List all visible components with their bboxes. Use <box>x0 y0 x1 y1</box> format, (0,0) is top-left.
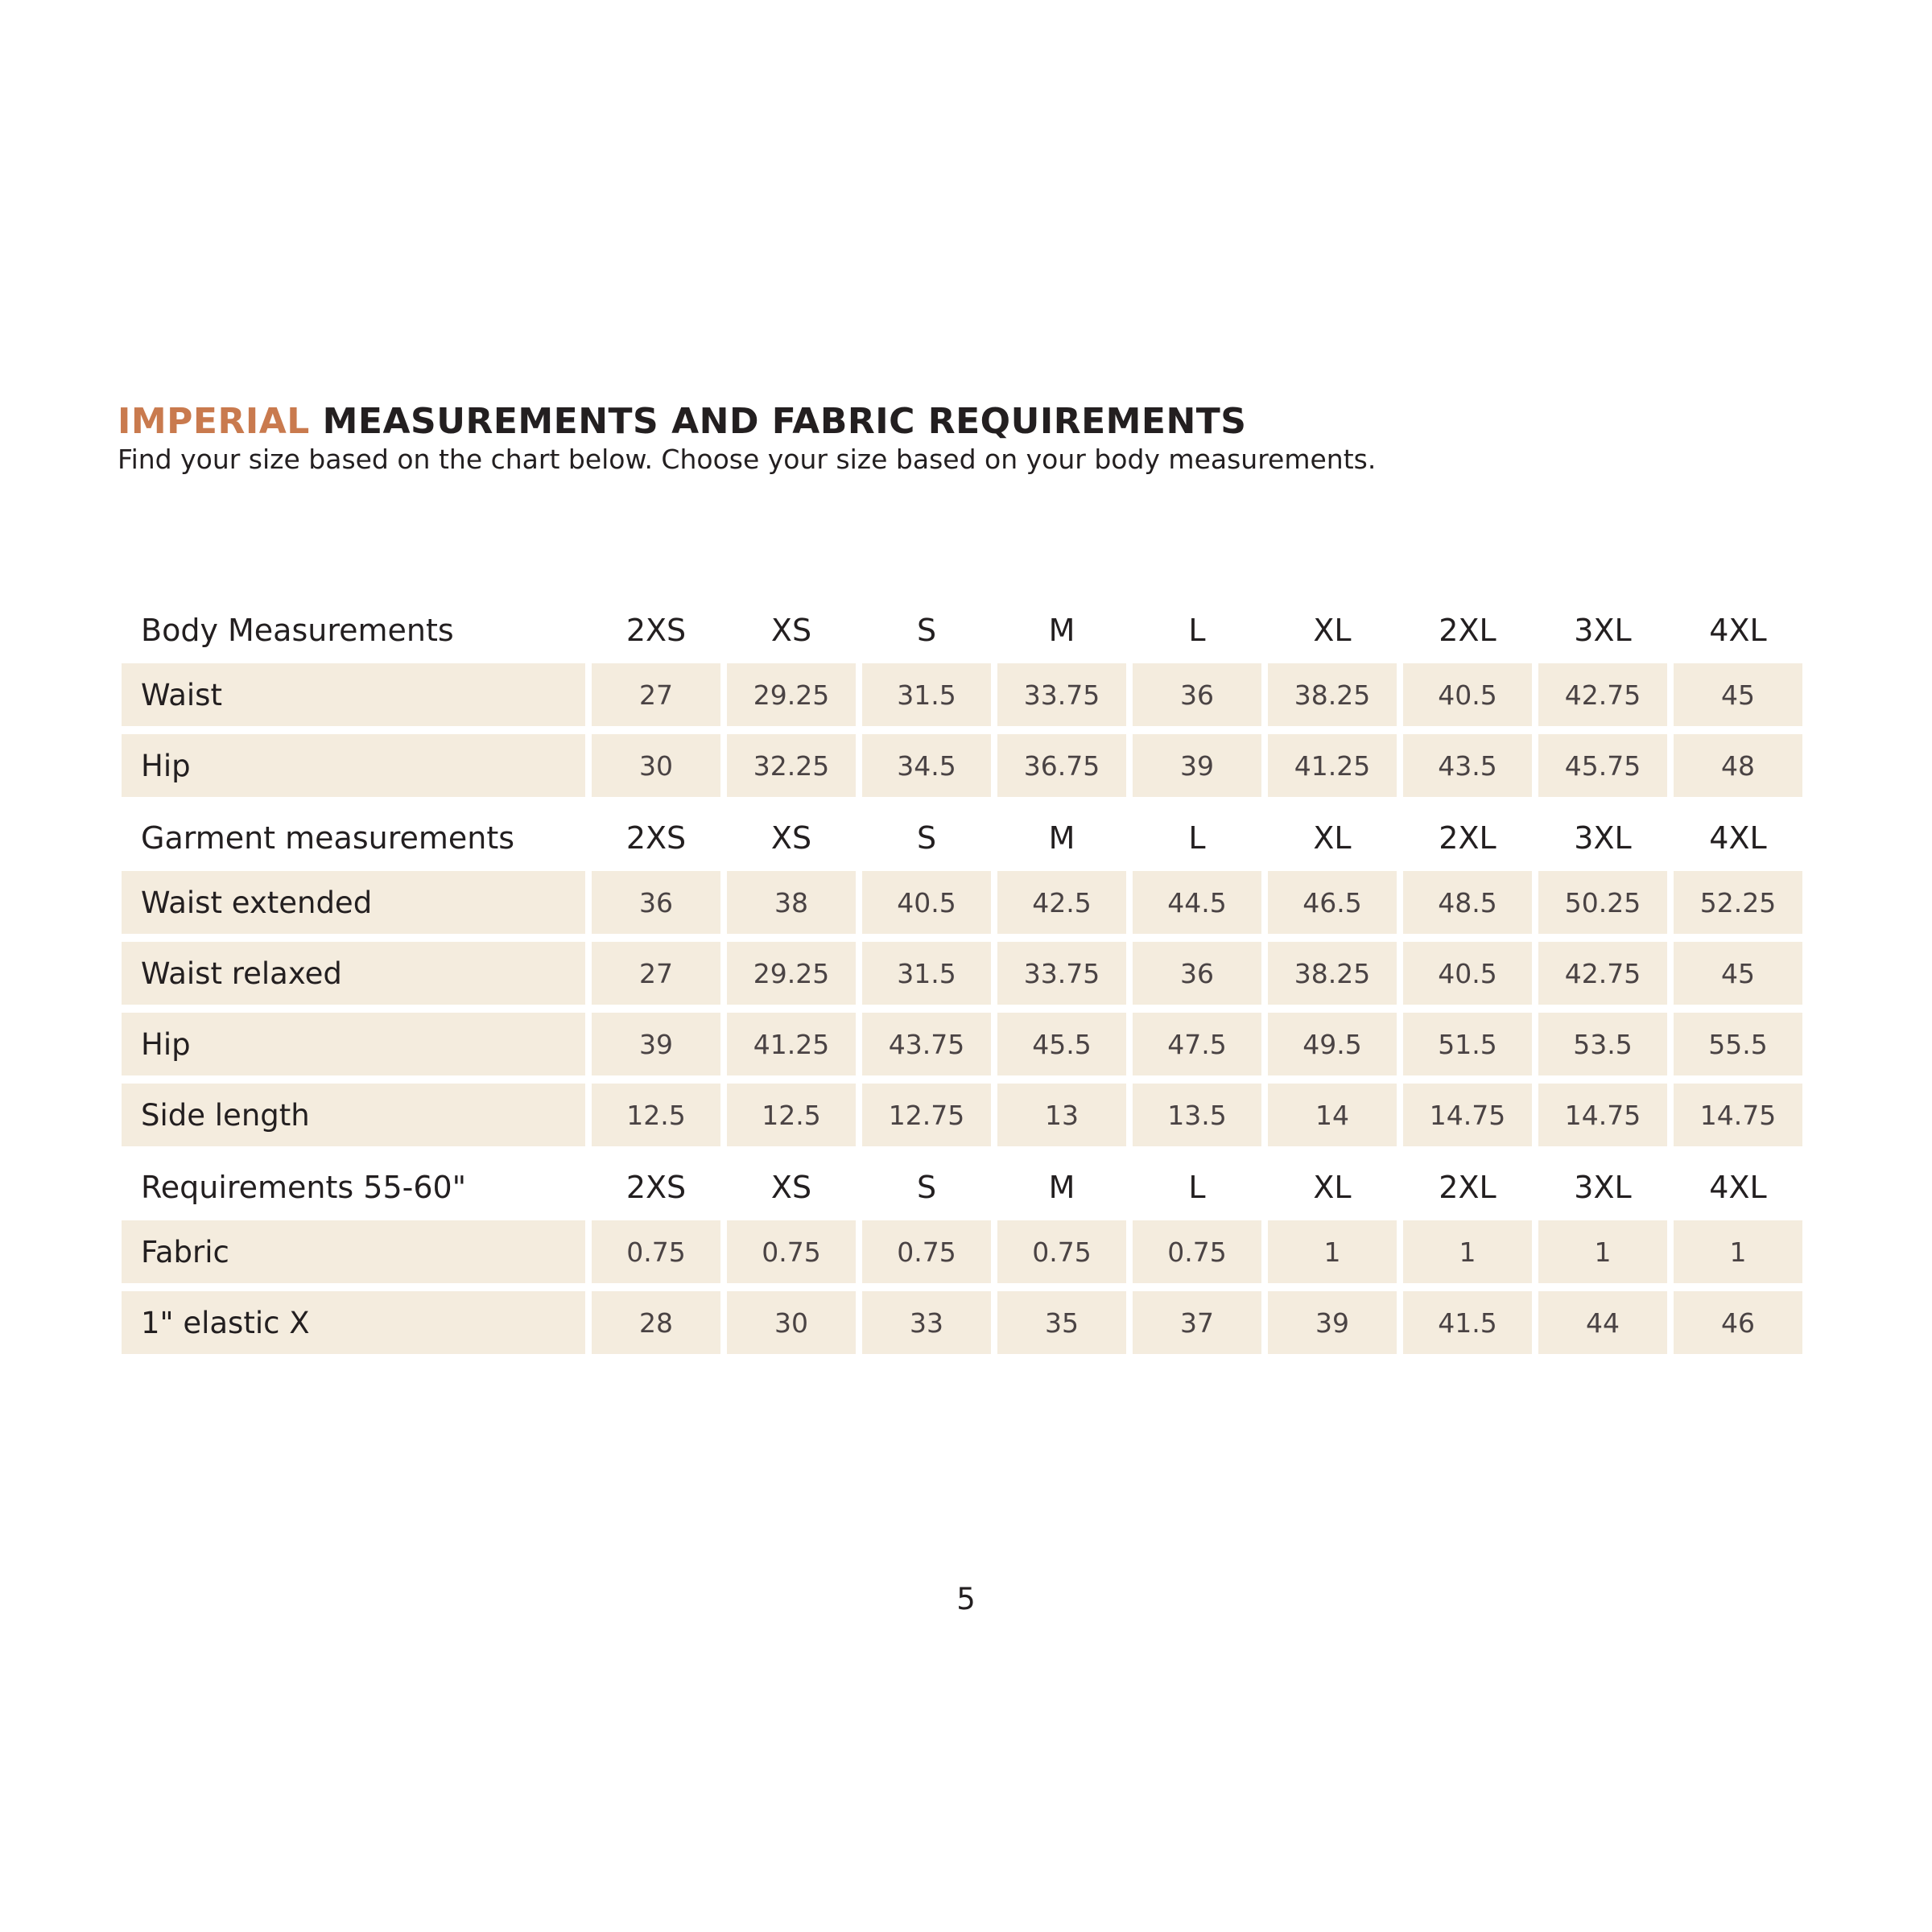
value-cell: 55.5 <box>1674 1013 1802 1075</box>
value-cell: 42.75 <box>1538 942 1667 1005</box>
value-cell: 34.5 <box>862 734 991 797</box>
size-header-2xl: 2XL <box>1439 1170 1496 1205</box>
value-cell: 27 <box>592 663 720 726</box>
value-cell: 39 <box>592 1013 720 1075</box>
value-cell: 1 <box>1403 1220 1532 1283</box>
value-cell: 12.5 <box>727 1084 856 1146</box>
size-header-m: M <box>1048 613 1075 648</box>
size-header-2xl: 2XL <box>1439 820 1496 856</box>
page-subtitle: Find your size based on the chart below. Choose your size based on your body measurements. <box>118 444 1377 475</box>
value-cell: 38.25 <box>1268 942 1397 1005</box>
size-header-2xl: 2XL <box>1439 613 1496 648</box>
value-cell: 40.5 <box>862 871 991 934</box>
value-cell: 1 <box>1538 1220 1667 1283</box>
value-cell: 33.75 <box>997 942 1126 1005</box>
size-header-m: M <box>1048 820 1075 856</box>
value-cell: 52.25 <box>1674 871 1802 934</box>
value-cell: 12.5 <box>592 1084 720 1146</box>
value-cell: 13.5 <box>1133 1084 1261 1146</box>
row-label: Hip <box>122 1013 585 1075</box>
value-cell: 38.25 <box>1268 663 1397 726</box>
value-cell: 44 <box>1538 1291 1667 1354</box>
value-cell: 33.75 <box>997 663 1126 726</box>
page-title <box>118 398 1247 446</box>
row-label: Hip <box>122 734 585 797</box>
size-header-2xs: 2XS <box>625 820 687 856</box>
value-cell: 38 <box>727 871 856 934</box>
row-label: Waist <box>122 663 585 726</box>
value-cell: 12.75 <box>862 1084 991 1146</box>
value-cell: 41.5 <box>1403 1291 1532 1354</box>
value-cell: 31.5 <box>862 942 991 1005</box>
value-cell: 14.75 <box>1403 1084 1532 1146</box>
value-cell: 51.5 <box>1403 1013 1532 1075</box>
size-header-xs: XS <box>770 820 812 856</box>
value-cell: 30 <box>727 1291 856 1354</box>
value-cell: 13 <box>997 1084 1126 1146</box>
value-cell: 39 <box>1133 734 1261 797</box>
section-heading: Garment measurements <box>141 820 515 856</box>
value-cell: 39 <box>1268 1291 1397 1354</box>
size-header-s: S <box>916 820 937 856</box>
size-header-2xs: 2XS <box>625 613 687 648</box>
size-header-s: S <box>916 613 937 648</box>
value-cell: 31.5 <box>862 663 991 726</box>
section-heading: Body Measurements <box>141 613 454 648</box>
value-cell: 28 <box>592 1291 720 1354</box>
value-cell: 41.25 <box>727 1013 856 1075</box>
value-cell: 36 <box>592 871 720 934</box>
size-header-xl: XL <box>1313 820 1352 856</box>
value-cell: 48 <box>1674 734 1802 797</box>
value-cell: 0.75 <box>862 1220 991 1283</box>
value-cell: 33 <box>862 1291 991 1354</box>
value-cell: 43.5 <box>1403 734 1532 797</box>
page-number: 5 <box>956 1582 976 1616</box>
size-header-l: L <box>1188 1170 1206 1205</box>
size-header-4xl: 4XL <box>1709 613 1767 648</box>
size-header-xl: XL <box>1313 1170 1352 1205</box>
value-cell: 45.75 <box>1538 734 1667 797</box>
value-cell: 14.75 <box>1538 1084 1667 1146</box>
value-cell: 53.5 <box>1538 1013 1667 1075</box>
value-cell: 14.75 <box>1674 1084 1802 1146</box>
size-header-xl: XL <box>1313 613 1352 648</box>
value-cell: 49.5 <box>1268 1013 1397 1075</box>
size-header-xs: XS <box>770 1170 812 1205</box>
title-accent: IMPERIAL <box>118 401 310 442</box>
value-cell: 36.75 <box>997 734 1126 797</box>
size-chart-table <box>122 597 1802 1362</box>
value-cell: 35 <box>997 1291 1126 1354</box>
row-label: Side length <box>122 1084 585 1146</box>
value-cell: 30 <box>592 734 720 797</box>
title-rest: MEASUREMENTS AND FABRIC REQUIREMENTS <box>309 401 1247 442</box>
size-header-s: S <box>916 1170 937 1205</box>
value-cell: 29.25 <box>727 663 856 726</box>
value-cell: 27 <box>592 942 720 1005</box>
size-header-3xl: 3XL <box>1574 820 1632 856</box>
value-cell: 40.5 <box>1403 663 1532 726</box>
row-label: Fabric <box>122 1220 585 1283</box>
value-cell: 41.25 <box>1268 734 1397 797</box>
value-cell: 48.5 <box>1403 871 1532 934</box>
value-cell: 14 <box>1268 1084 1397 1146</box>
value-cell: 43.75 <box>862 1013 991 1075</box>
value-cell: 37 <box>1133 1291 1261 1354</box>
value-cell: 46 <box>1674 1291 1802 1354</box>
row-label: 1" elastic X <box>122 1291 585 1354</box>
value-cell: 1 <box>1268 1220 1397 1283</box>
size-header-4xl: 4XL <box>1709 820 1767 856</box>
row-label: Waist relaxed <box>122 942 585 1005</box>
section-heading: Requirements 55-60" <box>141 1170 467 1205</box>
value-cell: 32.25 <box>727 734 856 797</box>
value-cell: 36 <box>1133 942 1261 1005</box>
size-header-l: L <box>1188 820 1206 856</box>
value-cell: 29.25 <box>727 942 856 1005</box>
value-cell: 42.75 <box>1538 663 1667 726</box>
value-cell: 45 <box>1674 663 1802 726</box>
value-cell: 44.5 <box>1133 871 1261 934</box>
size-header-m: M <box>1048 1170 1075 1205</box>
size-header-3xl: 3XL <box>1574 1170 1632 1205</box>
row-label: Waist extended <box>122 871 585 934</box>
value-cell: 1 <box>1674 1220 1802 1283</box>
value-cell: 47.5 <box>1133 1013 1261 1075</box>
value-cell: 0.75 <box>1133 1220 1261 1283</box>
value-cell: 46.5 <box>1268 871 1397 934</box>
size-header-xs: XS <box>770 613 812 648</box>
value-cell: 45.5 <box>997 1013 1126 1075</box>
value-cell: 0.75 <box>592 1220 720 1283</box>
value-cell: 0.75 <box>727 1220 856 1283</box>
value-cell: 45 <box>1674 942 1802 1005</box>
value-cell: 42.5 <box>997 871 1126 934</box>
size-header-3xl: 3XL <box>1574 613 1632 648</box>
value-cell: 50.25 <box>1538 871 1667 934</box>
value-cell: 36 <box>1133 663 1261 726</box>
size-header-2xs: 2XS <box>625 1170 687 1205</box>
size-header-4xl: 4XL <box>1709 1170 1767 1205</box>
size-header-l: L <box>1188 613 1206 648</box>
value-cell: 40.5 <box>1403 942 1532 1005</box>
value-cell: 0.75 <box>997 1220 1126 1283</box>
